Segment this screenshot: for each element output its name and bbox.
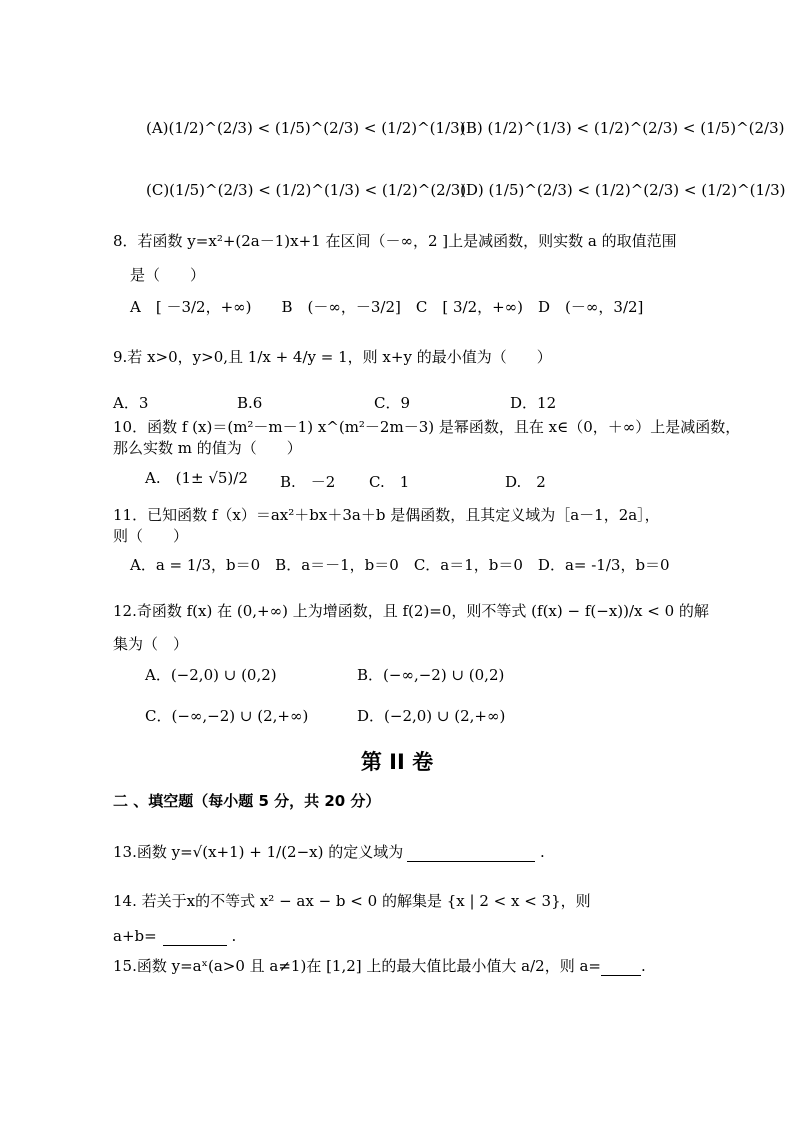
q10-stem-cont: 那么实数 m 的值为（ ） — [113, 439, 302, 457]
q10-option-d: D. 2 — [505, 473, 546, 491]
q15-answer-blank[interactable] — [601, 961, 641, 976]
q9-stem: 9.若 x>0，y>0,且 1/x + 4/y = 1，则 x+y 的最小值为（ ） — [113, 348, 552, 366]
q15-text: 15.函数 y=aˣ(a>0 且 a≠1)在 [1,2] 上的最大值比最小值大 a/2，则 a= — [113, 957, 601, 975]
q9-option-d: D．12 — [510, 394, 557, 412]
q14-text: a+b= — [113, 927, 157, 945]
q12-stem: 12.奇函数 f(x) 在 (0,+∞) 上为增函数，且 f(2)=0，则不等式 (f(x) − f(−x))/x < 0 的解 — [113, 602, 709, 620]
q14-answer-blank[interactable] — [163, 931, 227, 946]
q10-option-c: C. 1 — [369, 473, 410, 491]
q11-stem-cont: 则（ ） — [113, 527, 189, 545]
q12-option-d: D．(−2,0) ∪ (2,+∞) — [357, 707, 506, 725]
q11-options: A．a = 1/3，b＝0 B．a＝－1，b＝0 C．a＝1，b＝0 D．a= -1/3，b＝0 — [130, 556, 670, 574]
q13-text: 13.函数 y=√(x+1) + 1/(2−x) 的定义域为 — [113, 843, 404, 861]
q12-option-a: A．(−2,0) ∪ (0,2) — [145, 666, 277, 684]
q10-stem: 10．函数 f (x)＝(m²－m－1) x^(m²－2m－3) 是幂函数，且在 x∈（0，＋∞）上是减函数， — [113, 418, 741, 436]
q7-option-c: (C)(1/5)^(2/3) < (1/2)^(1/3) < (1/2)^(2/3) — [146, 181, 467, 199]
q12-stem-cont: 集为（ ） — [113, 635, 189, 653]
section-title: 第 II 卷 — [360, 750, 434, 774]
q7-option-b: (B) (1/2)^(1/3) < (1/2)^(2/3) < (1/5)^(2/3) — [460, 119, 785, 137]
q8-options: A [ －3/2，+∞) B (－∞，－3/2] C [ 3/2，+∞) D (－∞，3/2] — [130, 298, 644, 316]
q8-stem: 8．若函数 y=x²+(2a－1)x+1 在区间（－∞，2 ]上是减函数，则实数 a 的取值范围 — [113, 232, 677, 250]
q15: 15.函数 y=aˣ(a>0 且 a≠1)在 [1,2] 上的最大值比最小值大 a/2，则 a= . — [113, 957, 646, 975]
q7-option-a: (A)(1/2)^(2/3) < (1/5)^(2/3) < (1/2)^(1/3) — [146, 119, 466, 137]
q13: 13.函数 y=√(x+1) + 1/(2−x) 的定义域为 . — [113, 843, 545, 861]
q12-option-b: B．(−∞,−2) ∪ (0,2) — [357, 666, 505, 684]
q9-option-c: C．9 — [374, 394, 411, 412]
q14: a+b= . — [113, 927, 237, 945]
q8-stem-cont: 是（ ） — [130, 266, 206, 284]
q10-option-b: B. －2 — [280, 473, 336, 491]
q10-option-a: A. (1± √5)/2 — [145, 469, 248, 487]
q7-option-d: (D) (1/5)^(2/3) < (1/2)^(2/3) < (1/2)^(1/3) — [460, 181, 786, 199]
q12-option-c: C．(−∞,−2) ∪ (2,+∞) — [145, 707, 309, 725]
section-heading: 二 、填空题（每小题 5 分，共 20 分） — [113, 792, 381, 810]
q9-option-b: B.6 — [237, 394, 263, 412]
q13-answer-blank[interactable] — [407, 847, 535, 862]
q9-option-a: A．3 — [113, 394, 149, 412]
q14-stem: 14. 若关于x的不等式 x² − ax − b < 0 的解集是 {x | 2 < x < 3}，则 — [113, 892, 591, 910]
q11-stem: 11．已知函数 f（x）＝ax²＋bx＋3a＋b 是偶函数，且其定义域为［a－1，2a］， — [113, 506, 660, 524]
